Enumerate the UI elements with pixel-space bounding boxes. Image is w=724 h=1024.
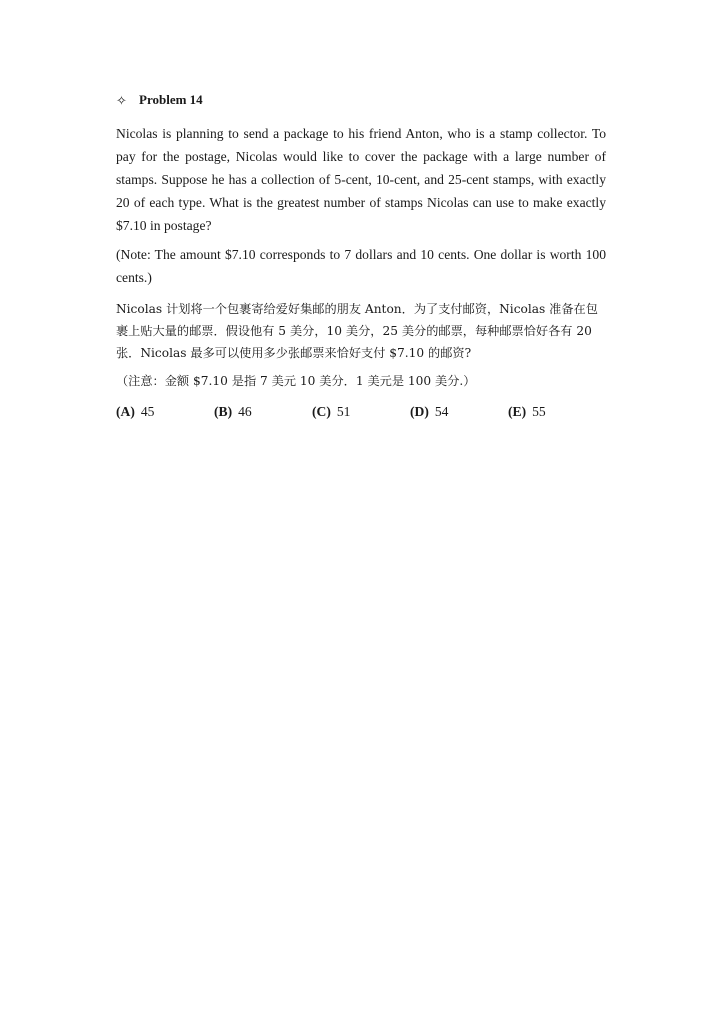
choice-e xyxy=(508,402,606,422)
problem-statement-english: Nicolas is planning to send a package to his friend Anton, who is a stamp collector. To pay for the postage, Nicolas would like to cover the package with a large number of stamps. Suppose he has a collection of 5-cent, 10-cent, and 25-cent stamps, with exactly 20 of each type. What is the greatest number of stamps Nicolas can use to make exactly $7.10 in postage? xyxy=(116,126,606,233)
answer-choices xyxy=(116,402,606,422)
problem-note-chinese: （注意：金额 $7.10 是指 7 美元 10 美分．1 美元是 100 美分.） xyxy=(116,374,476,388)
problem-statement-chinese: Nicolas 计划将一个包裹寄给爱好集邮的朋友 Anton．为了支付邮资，Nicolas 准备在包裹上贴大量的邮票．假设他有 5 美分，10 美分，25 美分的邮票，每种邮票恰好各有 20 张．Nicolas 最多可以使用多少张邮票来恰好支付 $7.10 的邮资? xyxy=(116,302,598,360)
problem-page xyxy=(116,92,606,422)
choice-d xyxy=(410,402,508,422)
choice-value: 54 xyxy=(434,404,449,419)
choice-a xyxy=(116,402,214,422)
choice-letter: (C) xyxy=(312,404,331,419)
problem-title: Problem 14 xyxy=(139,92,203,107)
choice-letter: (A) xyxy=(116,404,135,419)
diamond-star-icon: ✧ xyxy=(116,92,127,108)
choice-letter: (B) xyxy=(214,404,233,419)
choice-value: 45 xyxy=(140,404,155,419)
choice-letter: (E) xyxy=(508,404,527,419)
choice-value: 55 xyxy=(532,404,546,419)
problem-note-english: (Note: The amount $7.10 corresponds to 7 dollars and 10 cents. One dollar is worth 100 cents.) xyxy=(116,247,606,285)
choice-value: 51 xyxy=(336,404,351,419)
choice-b xyxy=(214,402,312,422)
choice-value: 46 xyxy=(238,404,252,419)
choice-letter: (D) xyxy=(410,404,429,419)
choice-c xyxy=(312,402,410,422)
problem-heading xyxy=(116,92,606,108)
